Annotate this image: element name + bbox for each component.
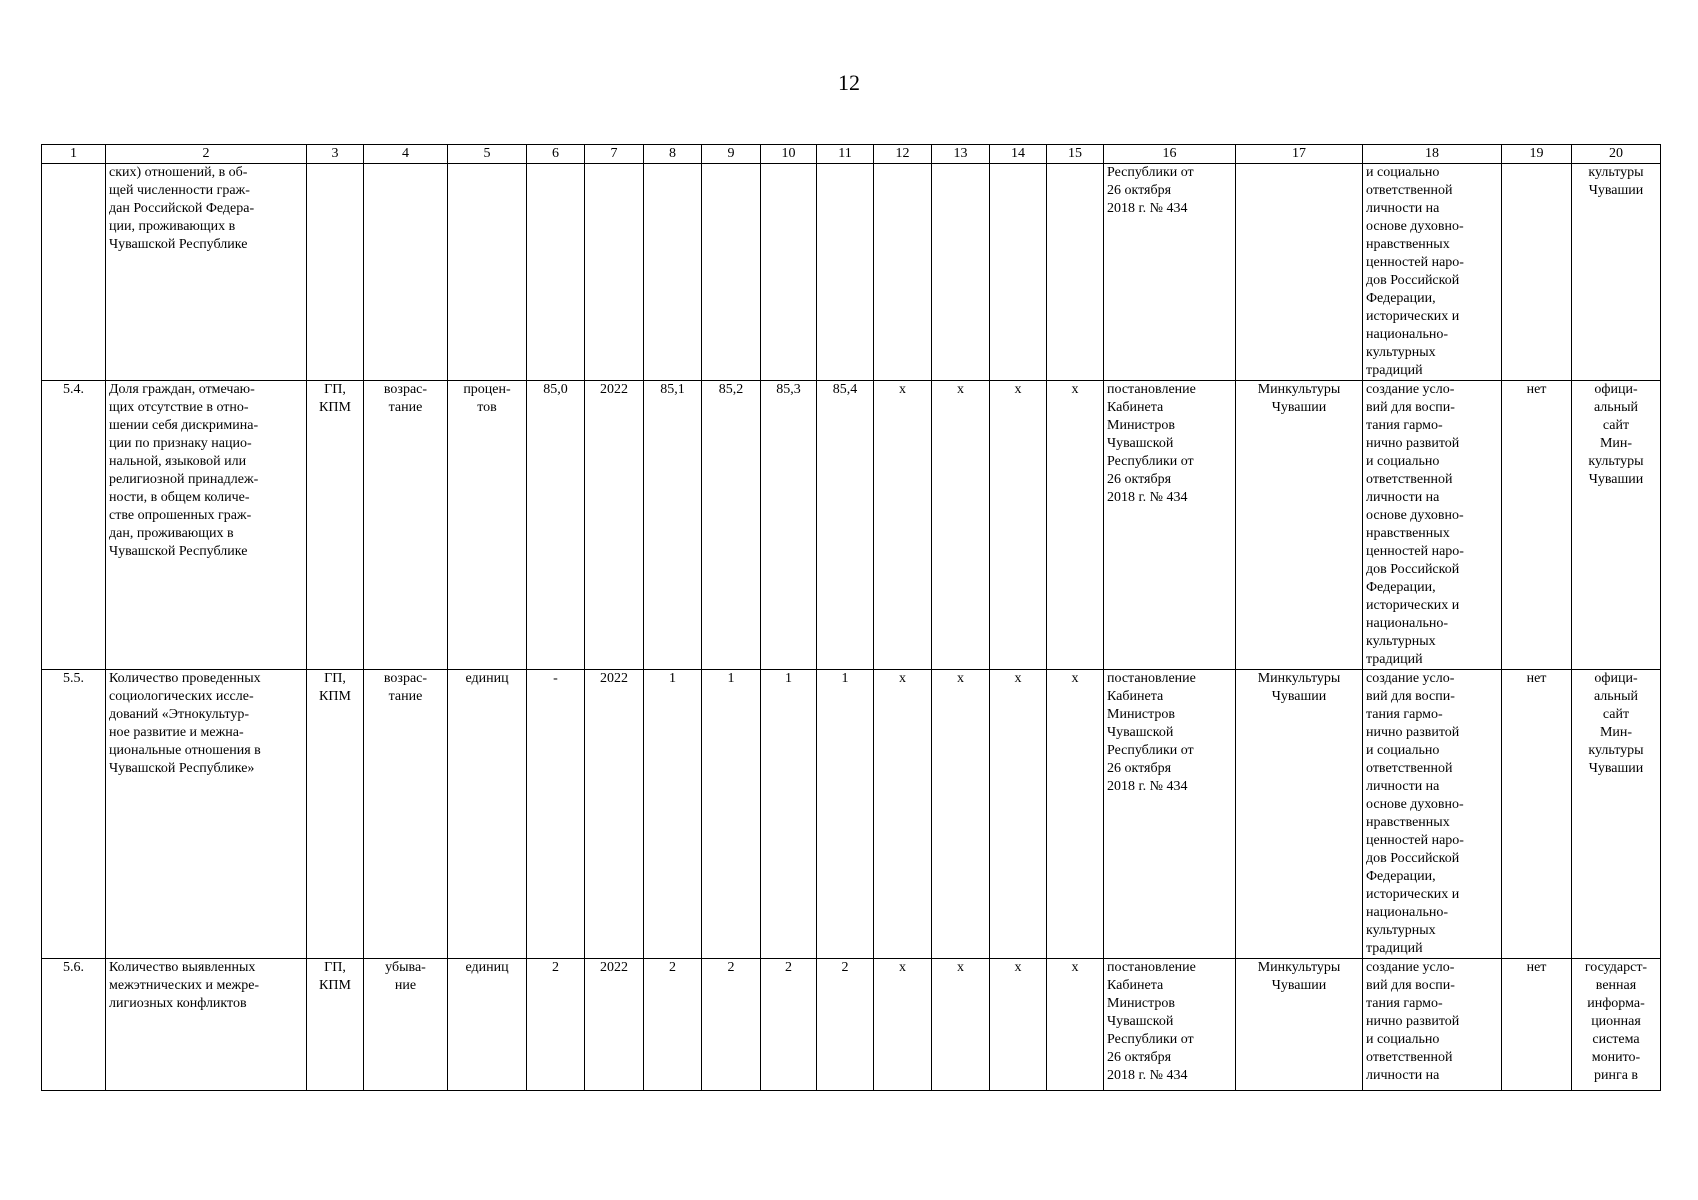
col-number: 16 (1104, 145, 1236, 164)
value-15-cell: х (1047, 381, 1104, 670)
goal-cell: и социально ответственной личности на основе духовно- нравственных ценностей наро- дов Российской Федерации, исторических и национально- культурных традиций (1363, 164, 1502, 381)
base-value-cell (527, 164, 585, 381)
unit-cell (448, 164, 527, 381)
indicators-table (41, 144, 1661, 1091)
base-year-cell (585, 164, 644, 381)
flag-cell: нет (1502, 959, 1572, 1091)
value-2026-cell: 2 (817, 959, 874, 1091)
legal-basis-cell: постановление Кабинета Министров Чувашской Республики от 26 октября 2018 г. № 434 (1104, 670, 1236, 959)
col-number: 15 (1047, 145, 1104, 164)
table-row (42, 164, 1661, 381)
value-15-cell: х (1047, 959, 1104, 1091)
value-12-cell (874, 164, 932, 381)
value-12-cell: х (874, 959, 932, 1091)
source-cell: культуры Чувашии (1572, 164, 1661, 381)
indicator-number-cell: 5.5. (42, 670, 106, 959)
value-12-cell: х (874, 381, 932, 670)
program-type-cell (307, 164, 364, 381)
trend-cell: убыва- ние (364, 959, 448, 1091)
col-number: 13 (932, 145, 990, 164)
value-13-cell: х (932, 959, 990, 1091)
col-number: 3 (307, 145, 364, 164)
source-cell: офици- альный сайт Мин- культуры Чувашии (1572, 381, 1661, 670)
goal-cell: создание усло- вий для воспи- тания гармо- нично развитой и социально ответственной личности на основе духовно- нравственных ценностей наро- дов Российской Федерации, исторических и национально- культурных традиций (1363, 670, 1502, 959)
base-value-cell: - (527, 670, 585, 959)
value-2026-cell: 85,4 (817, 381, 874, 670)
value-2023-cell: 1 (644, 670, 702, 959)
col-number: 19 (1502, 145, 1572, 164)
value-2024-cell (702, 164, 761, 381)
unit-cell: процен- тов (448, 381, 527, 670)
value-15-cell: х (1047, 670, 1104, 959)
value-2024-cell: 2 (702, 959, 761, 1091)
unit-cell: единиц (448, 670, 527, 959)
value-14-cell (990, 164, 1047, 381)
base-value-cell: 2 (527, 959, 585, 1091)
value-14-cell: х (990, 959, 1047, 1091)
value-2026-cell: 1 (817, 670, 874, 959)
value-2023-cell: 2 (644, 959, 702, 1091)
col-number: 7 (585, 145, 644, 164)
col-number: 10 (761, 145, 817, 164)
indicator-number-cell (42, 164, 106, 381)
trend-cell: возрас- тание (364, 381, 448, 670)
value-14-cell: х (990, 381, 1047, 670)
col-number: 4 (364, 145, 448, 164)
indicator-name-cell: ских) отношений, в об- щей численности граж- дан Российской Федера- ции, проживающих в Чувашской Республике (106, 164, 307, 381)
value-13-cell (932, 164, 990, 381)
col-number: 5 (448, 145, 527, 164)
value-2023-cell (644, 164, 702, 381)
value-2026-cell (817, 164, 874, 381)
indicator-number-cell: 5.4. (42, 381, 106, 670)
col-number: 8 (644, 145, 702, 164)
value-2025-cell (761, 164, 817, 381)
value-13-cell: х (932, 381, 990, 670)
value-2025-cell: 2 (761, 959, 817, 1091)
col-number: 12 (874, 145, 932, 164)
goal-cell: создание усло- вий для воспи- тания гармо- нично развитой и социально ответственной личности на (1363, 959, 1502, 1091)
unit-cell: единиц (448, 959, 527, 1091)
responsible-cell: Минкультуры Чувашии (1236, 381, 1363, 670)
table-row (42, 670, 1661, 959)
value-2023-cell: 85,1 (644, 381, 702, 670)
source-cell: государст- венная информа- ционная система монито- ринга в (1572, 959, 1661, 1091)
legal-basis-cell: Республики от 26 октября 2018 г. № 434 (1104, 164, 1236, 381)
value-12-cell: х (874, 670, 932, 959)
flag-cell (1502, 164, 1572, 381)
flag-cell: нет (1502, 670, 1572, 959)
col-number: 17 (1236, 145, 1363, 164)
page-number: 12 (838, 70, 860, 95)
base-year-cell: 2022 (585, 670, 644, 959)
base-value-cell: 85,0 (527, 381, 585, 670)
flag-cell: нет (1502, 381, 1572, 670)
program-type-cell: ГП, КПМ (307, 670, 364, 959)
value-14-cell: х (990, 670, 1047, 959)
value-2025-cell: 1 (761, 670, 817, 959)
value-2024-cell: 85,2 (702, 381, 761, 670)
trend-cell (364, 164, 448, 381)
indicator-name-cell: Количество проведенных социологических иссле- дований «Этнокультур- ное развитие и межна- циональные отношения в Чувашской Республике» (106, 670, 307, 959)
base-year-cell: 2022 (585, 959, 644, 1091)
col-number: 1 (42, 145, 106, 164)
program-type-cell: ГП, КПМ (307, 381, 364, 670)
responsible-cell (1236, 164, 1363, 381)
value-13-cell: х (932, 670, 990, 959)
indicator-number-cell: 5.6. (42, 959, 106, 1091)
table-row (42, 959, 1661, 1091)
col-number: 11 (817, 145, 874, 164)
responsible-cell: Минкультуры Чувашии (1236, 959, 1363, 1091)
indicator-name-cell: Доля граждан, отмечаю- щих отсутствие в отно- шении себя дискримина- ции по признаку нацио- нальной, языковой или религиозной принадлеж- ности, в общем количе- стве опрошенных граж- дан, проживающих в Чувашской Республике (106, 381, 307, 670)
col-number: 20 (1572, 145, 1661, 164)
program-type-cell: ГП, КПМ (307, 959, 364, 1091)
column-number-row (42, 145, 1661, 164)
legal-basis-cell: постановление Кабинета Министров Чувашской Республики от 26 октября 2018 г. № 434 (1104, 959, 1236, 1091)
responsible-cell: Минкультуры Чувашии (1236, 670, 1363, 959)
indicator-name-cell: Количество выявленных межэтнических и межре- лигиозных конфликтов (106, 959, 307, 1091)
value-2024-cell: 1 (702, 670, 761, 959)
table-row (42, 381, 1661, 670)
col-number: 2 (106, 145, 307, 164)
value-2025-cell: 85,3 (761, 381, 817, 670)
col-number: 14 (990, 145, 1047, 164)
goal-cell: создание усло- вий для воспи- тания гармо- нично развитой и социально ответственной личности на основе духовно- нравственных ценностей наро- дов Российской Федерации, исторических и национально- культурных традиций (1363, 381, 1502, 670)
legal-basis-cell: постановление Кабинета Министров Чувашской Республики от 26 октября 2018 г. № 434 (1104, 381, 1236, 670)
value-15-cell (1047, 164, 1104, 381)
trend-cell: возрас- тание (364, 670, 448, 959)
source-cell: офици- альный сайт Мин- культуры Чувашии (1572, 670, 1661, 959)
col-number: 9 (702, 145, 761, 164)
col-number: 18 (1363, 145, 1502, 164)
col-number: 6 (527, 145, 585, 164)
base-year-cell: 2022 (585, 381, 644, 670)
